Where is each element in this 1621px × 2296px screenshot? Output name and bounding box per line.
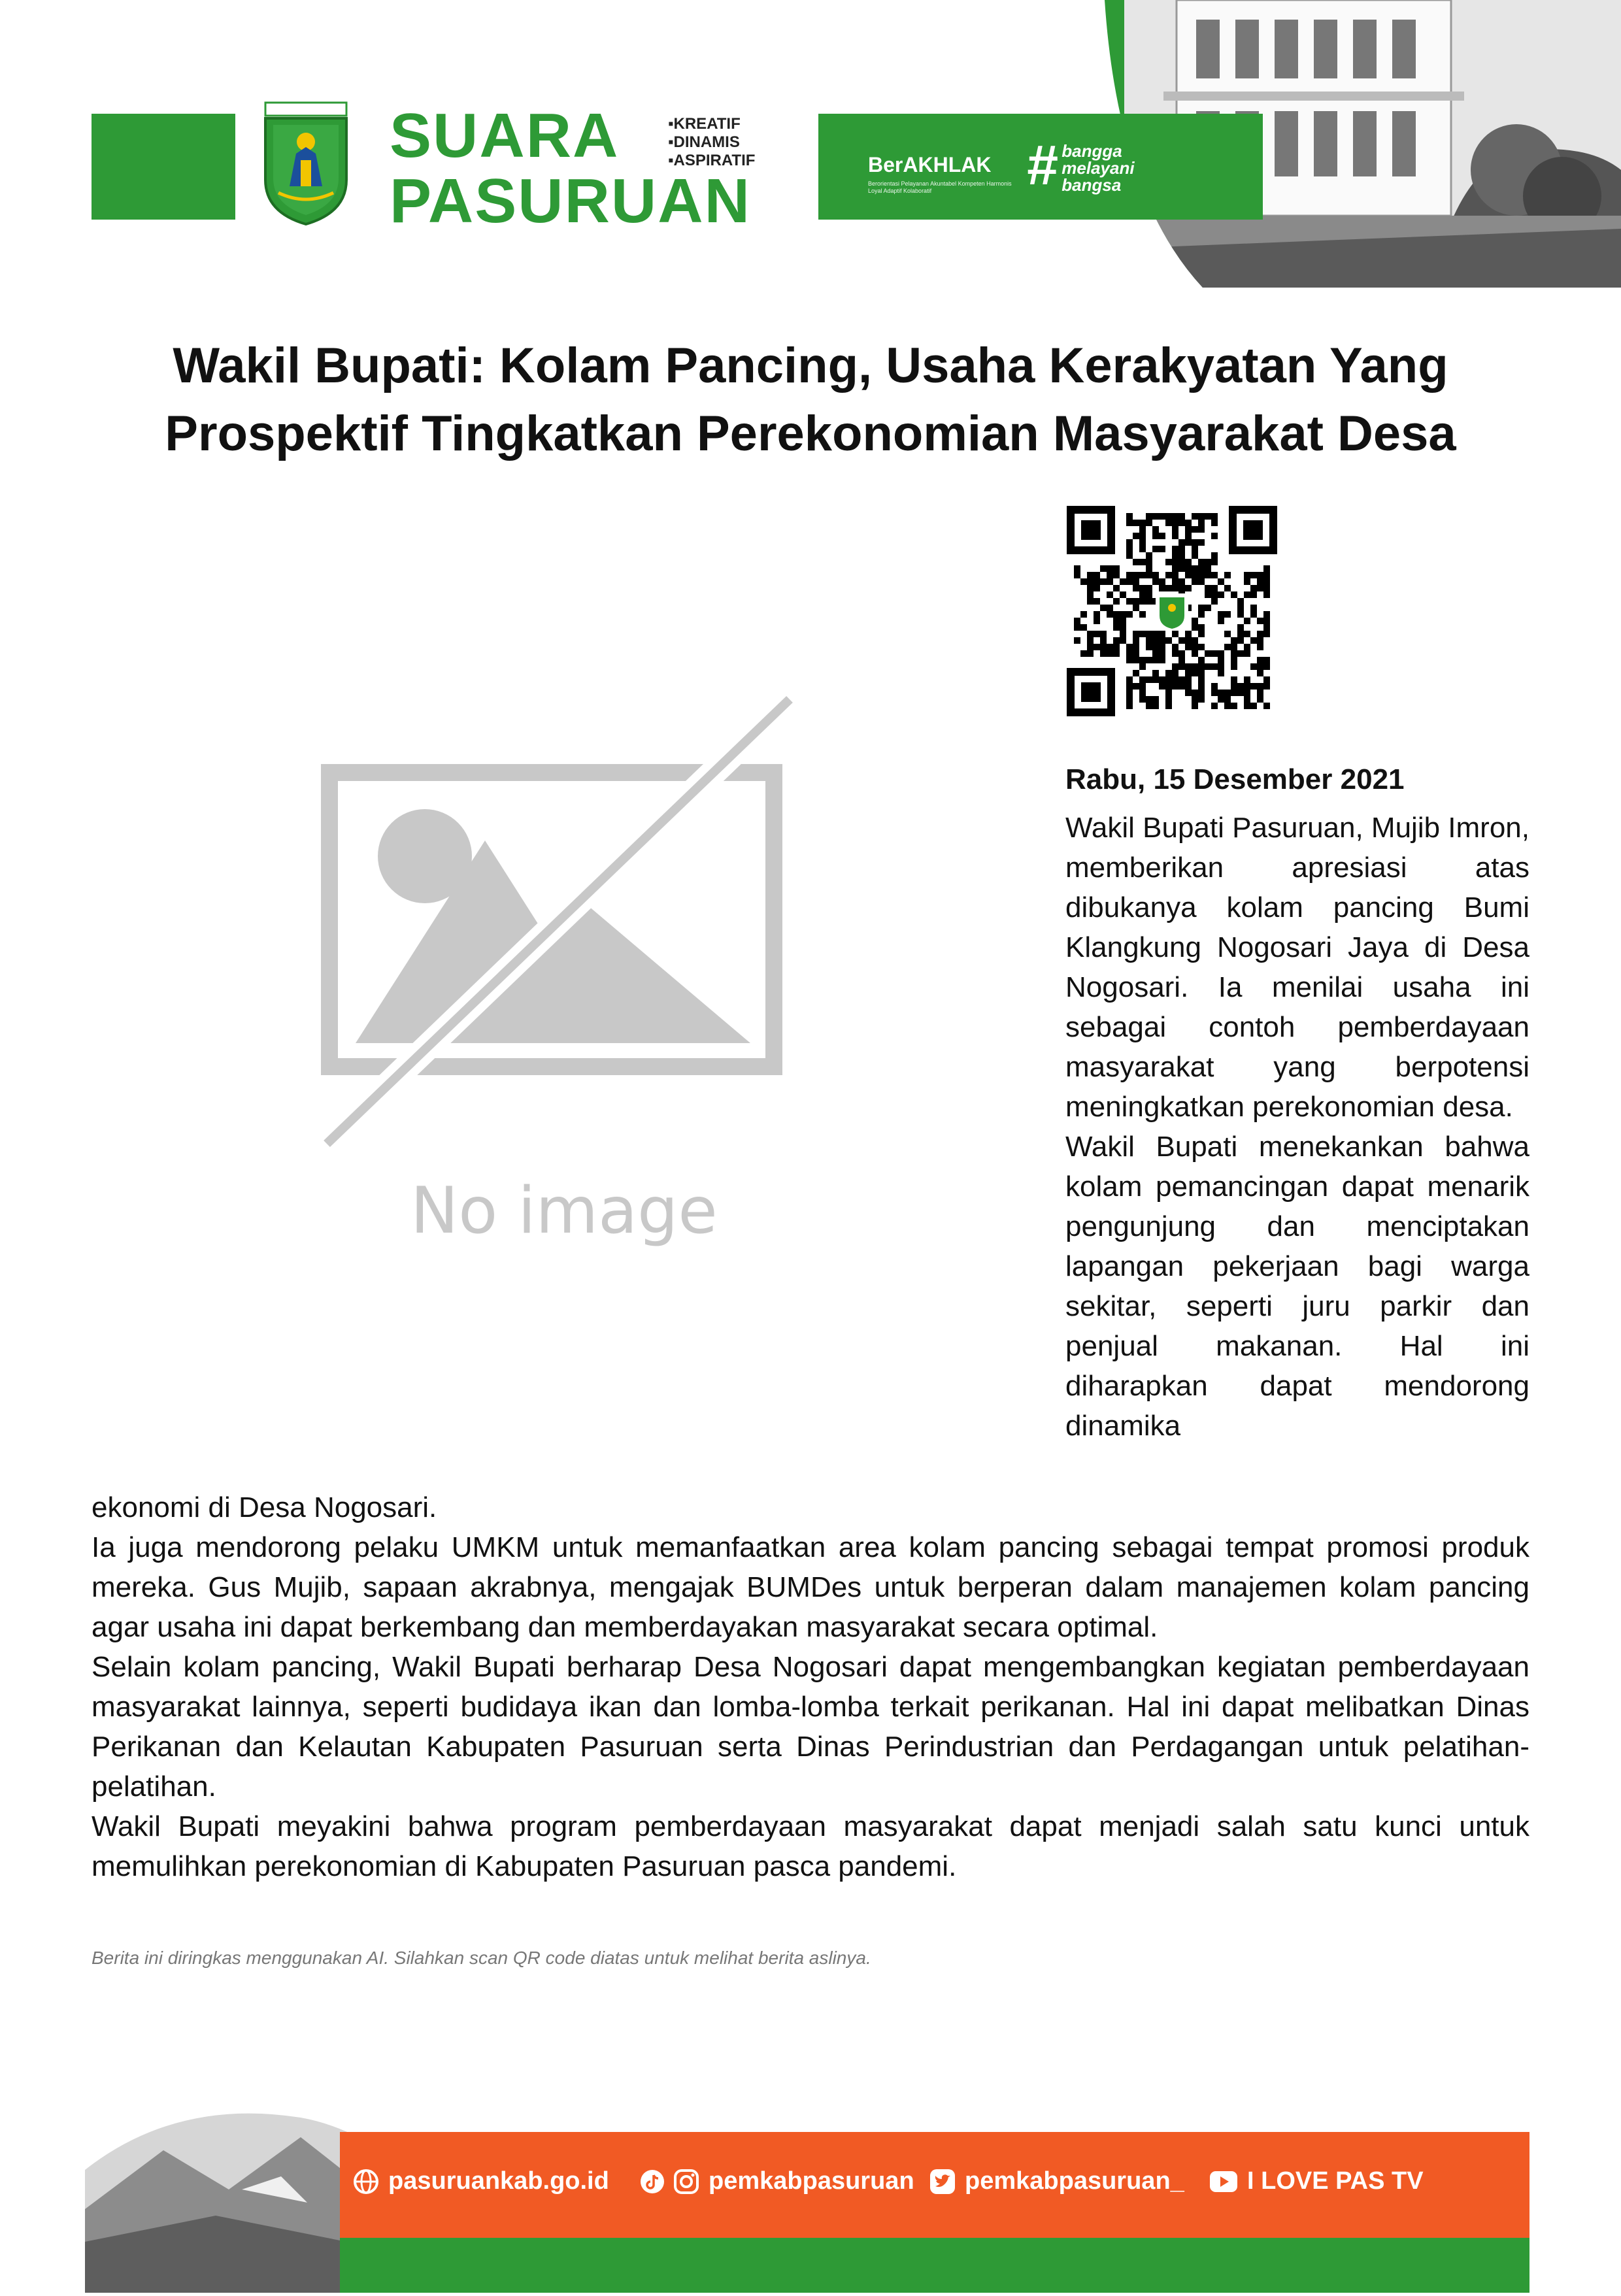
no-image-placeholder xyxy=(314,693,811,1255)
article-body-full xyxy=(92,1488,1529,1886)
hashtag-mark: # xyxy=(1026,134,1058,197)
brand-line1: SUARA xyxy=(390,101,620,171)
article-paragraph: Wakil Bupati meyakini bahwa program pemberdayaan masyarakat dapat menjadi salah satu kunci untuk memulihkan perekonomian di Kabupaten Pasuruan pasca pandemi. xyxy=(92,1810,1529,1882)
tagline-item: ▪ KREATIF xyxy=(668,115,755,133)
header-green-bar-left xyxy=(92,114,235,220)
youtube-channel: I LOVE PAS TV xyxy=(1247,2167,1424,2195)
bangga-word: bangsa xyxy=(1061,175,1122,195)
article-title xyxy=(92,332,1529,468)
berakhlak-logo: BerAKHLAK xyxy=(868,153,992,176)
twitter-handle: pemkabpasuruan_ xyxy=(965,2167,1184,2195)
instagram-icon xyxy=(673,2169,699,2195)
bangga-word: bangga xyxy=(1061,141,1122,161)
youtube-icon xyxy=(1209,2171,1238,2193)
footer-instagram-link[interactable] xyxy=(639,2167,914,2195)
berakhlak-subtitle: Berorientasi Pelayanan Akuntabel Kompeten Harmonis Loyal Adaptif Kolaboratif xyxy=(868,180,1012,194)
instagram-handle: pemkabpasuruan xyxy=(709,2167,914,2195)
tagline-item: ▪ ASPIRATIF xyxy=(668,152,755,170)
footer-youtube-link[interactable] xyxy=(1209,2167,1424,2195)
brand-line2: PASURUAN xyxy=(390,166,751,236)
ai-disclaimer: Berita ini diringkas menggunakan AI. Silahkan scan QR code diatas untuk melihat berita aslinya. xyxy=(92,1948,871,1968)
title-line-2: Prospektif Tingkatkan Perekonomian Masyarakat Desa xyxy=(165,406,1456,461)
bangga-melayani-bangsa-logo xyxy=(1026,134,1135,197)
article-paragraph-continuation: ekonomi di Desa Nogosari. xyxy=(92,1491,437,1523)
tiktok-icon xyxy=(639,2169,665,2195)
footer-website-link[interactable] xyxy=(353,2167,609,2195)
no-image-label: No image xyxy=(410,1174,718,1248)
brand-tagline xyxy=(668,115,755,170)
pasuruan-crest-logo xyxy=(260,101,352,225)
tagline-item: ▪ DINAMIS xyxy=(668,133,755,152)
footer-twitter-link[interactable] xyxy=(929,2167,1184,2195)
article-paragraph: Wakil Bupati menekankan bahwa kolam pemancingan dapat menarik pengunjung dan menciptakan lapangan pekerjaan bagi warga sekitar, seperti juru parkir dan penjual makanan. Hal ini diharapkan dapat mendorong dinamika xyxy=(1065,1131,1529,1442)
website-text: pasuruankab.go.id xyxy=(388,2167,609,2195)
qr-code[interactable] xyxy=(1067,506,1277,716)
globe-icon xyxy=(353,2169,379,2195)
article-paragraph: Ia juga mendorong pelaku UMKM untuk memanfaatkan area kolam pancing sebagai tempat promosi produk mereka. Gus Mujib, sapaan akrabnya, mengajak BUMDes untuk berperan dalam manajemen kolam pancing agar usaha ini dapat berkembang dan memberdayakan masyarakat secara optimal. xyxy=(92,1531,1529,1643)
article-paragraph: Selain kolam pancing, Wakil Bupati berharap Desa Nogosari dapat mengembangkan kegiatan pemberdayaan masyarakat lainnya, seperti budidaya ikan dan lomba-lomba terkait perikanan. Hal ini dapat melibatkan Dinas Perikanan dan Kelautan Kabupaten Pasuruan serta Dinas Perindustrian dan Perdagangan untuk pelatihan-pelatihan. xyxy=(92,1651,1529,1803)
footer-green-band xyxy=(340,2238,1529,2293)
article-date: Rabu, 15 Desember 2021 xyxy=(1065,763,1405,795)
article-paragraph: Wakil Bupati Pasuruan, Mujib Imron, memberikan apresiasi atas dibukanya kolam pancing Bumi Klangkung Nogosari Jaya di Desa Nogosari. Ia menilai usaha ini sebagai contoh pemberdayaan masyarakat yang berpotensi meningkatkan perekonomian desa. xyxy=(1065,812,1529,1123)
bangga-word: melayani xyxy=(1061,158,1135,178)
title-line-1: Wakil Bupati: Kolam Pancing, Usaha Kerakyatan Yang xyxy=(173,338,1448,393)
article-body-column xyxy=(1065,808,1529,1446)
twitter-icon xyxy=(929,2169,956,2195)
